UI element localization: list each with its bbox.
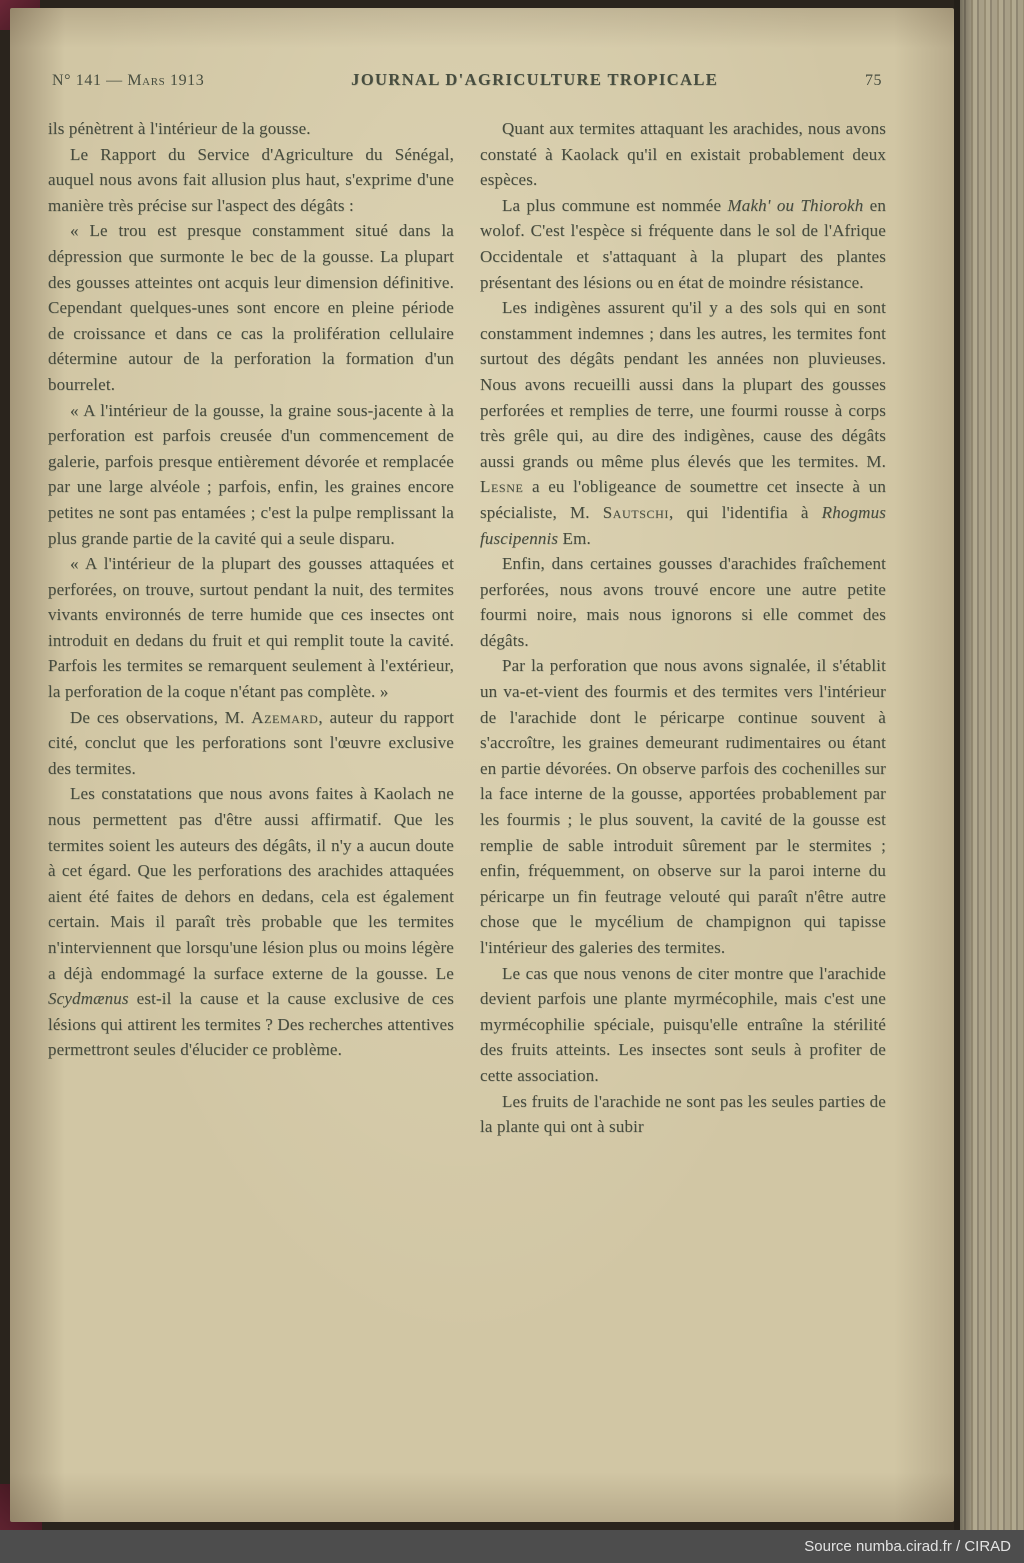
text-segment: ils pénètrent à l'intérieur de la gousse. <box>48 119 311 138</box>
text-segment: La plus commune est nommée <box>502 195 728 215</box>
text-segment: Sautschi <box>602 502 669 522</box>
text-segment: en wolof. C'est l'espèce si fréquente dans le sol de l'Afrique Occidentale et s'attaquant à la plupart des plantes présentant des lésions ou en état de moindre résistance. <box>480 195 887 292</box>
text-columns <box>48 116 886 1140</box>
text-segment: Enfin, dans certaines gousses d'arachides fraîchement perforées, nous avons trouvé encore une autre petite fourmi noire, mais nous ignorons si elle commet des dégâts. <box>480 554 886 650</box>
text-segment: , qui l'identifia à <box>668 502 822 522</box>
text-segment: Le cas que nous venons de citer montre que l'arachide devient parfois une plante myrmécophile, mais c'est une myrmécophilie spéciale, puisqu'elle entraîne la stérilité des fruits atteints. Les insectes sont seuls à profiter de cette association. <box>480 963 886 1085</box>
paper-page <box>10 8 954 1522</box>
text-segment: , auteur du rapport cité, conclut que les perforations sont l'œuvre exclusive des termites. <box>48 707 454 778</box>
text-segment: Les constatations que nous avons faites à Kaolach ne nous permettent pas d'être aussi affirmatif. Que les termites soient les auteurs des dégâts, il n'y a aucun doute à cet égard. Que les perforations des arachides attaquées aient été faites de dehors en dedans, cela est également certain. Mais il paraît très probable que les termites n'interviennent que lorsqu'une lésion plus ou moins légère a déjà endommagé la surface externe de la gousse. Le <box>48 784 454 983</box>
paragraph <box>480 116 886 193</box>
text-segment: « A l'intérieur de la gousse, la graine sous-jacente à la perforation est parfois creusée d'un commencement de galerie, parfois presque entièrement dévorée et remplacée par une large alvéole ; parfois, enfin, les graines encore petites ne sont pas entamées ; c'est la pulpe remplissant la plus grande partie de la cavité qui a seule disparu. <box>48 400 454 548</box>
text-segment: Les indigènes assurent qu'il y a des sols qui en sont constamment indemnes ; dans les autres, les termites font surtout des dégâts pendant les années non pluvieuses. Nous avons recueilli aussi dans la plupart des gousses perforées et remplies de terre, une fourmi rousse à corps très grêle qui, au dire des indigènes, cause des dégâts aussi grands ou même plus élevés que les termites. M. <box>480 298 886 471</box>
issue-number: N° 141 — Mars 1913 <box>52 72 205 89</box>
text-segment: Les fruits de l'arachide ne sont pas les seules parties de la plante qui ont à subir <box>480 1091 886 1137</box>
text-segment: « A l'intérieur de la plupart des gousses attaquées et perforées, on trouve, surtout pendant la nuit, des termites vivants environnés de terre humide que ces insectes ont introduit en dedans du fruit et qui remplit toute la cavité. Parfois les termites se remarquent seulement à l'extérieur, la perforation de la coque n'étant pas complète. » <box>48 554 454 702</box>
paragraph <box>480 1089 886 1140</box>
page-number: 75 <box>865 72 882 89</box>
paragraph <box>48 218 454 397</box>
text-segment: Lesne <box>480 477 524 497</box>
text-segment: est-il la cause et la cause exclusive de ces lésions qui attirent les termites ? Des recherches attentives permettront seules d'élucider ce problème. <box>48 989 454 1060</box>
text-segment: « Le trou est presque constamment situé dans la dépression que surmonte le bec de la gousse. La plupart des gousses atteintes ont acquis leur dimension définitive. Cependant quelques-unes sont encore en pleine période de croissance et dans ce cas la prolifération cellulaire détermine autour de la perforation la formation d'un bourrelet. <box>48 221 454 394</box>
text-segment: Azemard <box>251 707 319 727</box>
left-column <box>48 116 454 1140</box>
paragraph <box>480 653 886 960</box>
paragraph <box>48 705 454 782</box>
paragraph <box>48 398 454 552</box>
text-segment: De ces observations, M. <box>70 707 252 727</box>
text-segment: Par la perforation que nous avons signalée, il s'établit un va-et-vient des fourmis et des termites vers l'intérieur de l'arachide dont le péricarpe continue souvent à s'accroître, les graines demeurant rudimentaires ou étant en partie dévorées. On observe parfois des cochenilles sur la face interne de la gousse, apportées probablement par les fourmis ; le plus souvent, la cavité de la gousse est remplie de sable introduit sûrement par le stermites ; enfin, fréquemment, on observe sur la paroi interne du péricarpe un fin feutrage velouté qui paraît n'être autre chose que le mycélium de champignon qui tapisse l'intérieur des galeries des termites. <box>480 656 886 957</box>
paragraph <box>480 551 886 653</box>
text-segment: Quant aux termites attaquant les arachides, nous avons constaté à Kaolack qu'il en existait probablement deux espèces. <box>480 119 886 190</box>
text-segment: Scydmænus <box>48 989 129 1009</box>
page-header <box>48 70 886 90</box>
source-text: Source numba.cirad.fr / CIRAD <box>804 1538 1011 1555</box>
text-segment: Em. <box>558 528 591 548</box>
paragraph <box>480 193 886 295</box>
paragraph <box>480 295 886 551</box>
text-segment: a eu l'obligeance de soumettre cet insecte à un spécialiste, M. <box>480 477 886 522</box>
paragraph <box>480 961 886 1089</box>
paragraph <box>48 116 454 142</box>
text-segment: Rhogmus fuscipennis <box>480 502 886 548</box>
paragraph <box>48 551 454 705</box>
text-segment: Makh' ou Thiorokh <box>727 195 864 215</box>
paragraph <box>48 142 454 219</box>
source-bar <box>0 1530 1024 1563</box>
page-edges <box>954 0 1024 1530</box>
paragraph <box>48 781 454 1063</box>
text-segment: Le Rapport du Service d'Agriculture du Sénégal, auquel nous avons fait allusion plus haut, s'exprime d'une manière très précise sur l'aspect des dégâts : <box>48 144 454 215</box>
journal-title: JOURNAL D'AGRICULTURE TROPICALE <box>351 70 719 89</box>
right-column <box>480 116 886 1140</box>
